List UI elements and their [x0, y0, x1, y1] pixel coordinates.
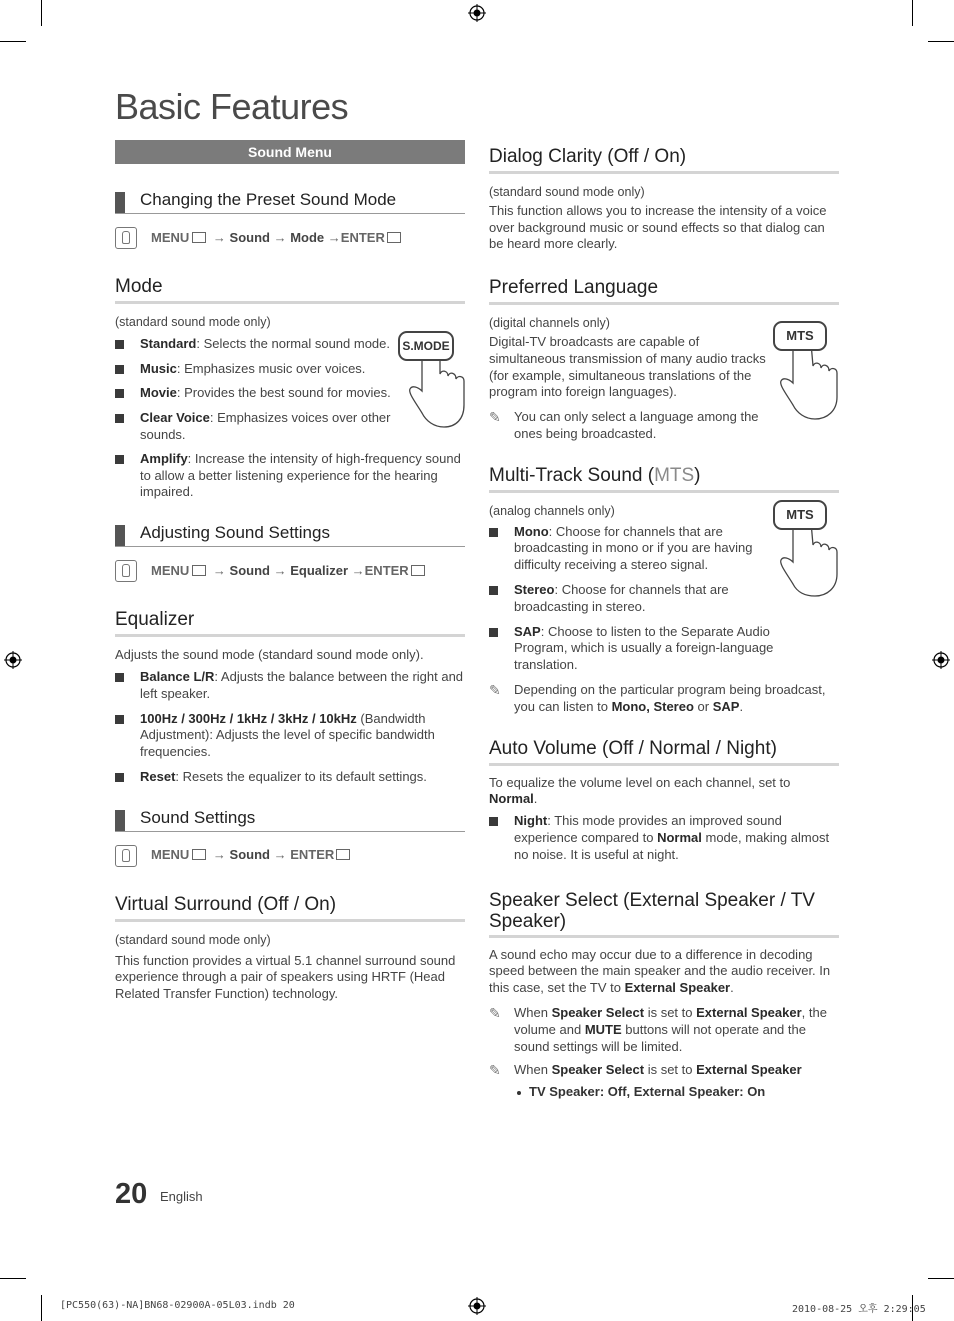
path-menu: MENU [151, 229, 190, 245]
list-item: Clear Voice: Emphasizes voices over other sounds. [115, 410, 392, 444]
menu-path-text [151, 563, 425, 580]
section-heading: Preferred Language [489, 277, 839, 305]
path-sound: Sound [229, 562, 270, 578]
section-body: Digital-TV broadcasts are capable of simultaneous transmission of many audio tracks (for example, simultaneous translations of the program into foreign languages). [489, 333, 766, 400]
list-item: Music: Emphasizes music over voices. [115, 361, 392, 378]
smode-button-label: S.MODE [398, 331, 454, 361]
equalizer-list [115, 669, 465, 786]
section-body: This function allows you to increase the intensity of a voice over background music or sound effects so that dialog can be heard more clearly. [489, 202, 827, 252]
list-item: Reset: Resets the equalizer to its default settings. [115, 769, 465, 786]
section-heading: Multi-Track Sound (MTS) [489, 465, 839, 493]
section-note: (analog channels only) [489, 503, 615, 518]
section-banner: Sound Menu [115, 140, 465, 164]
section-heading: Mode [115, 276, 465, 304]
subsection-heading [115, 523, 465, 547]
heading-bar [115, 525, 125, 546]
registration-mark-icon [932, 651, 950, 669]
section-note: (standard sound mode only) [115, 932, 271, 947]
section-heading: Dialog Clarity (Off / On) [489, 146, 839, 174]
path-arrow: → [212, 562, 226, 578]
page-number: 20 [115, 1178, 148, 1210]
section-intro: Adjusts the sound mode (standard sound mode only). [115, 647, 424, 663]
remote-icon [115, 560, 137, 582]
list-item: SAP: Choose to listen to the Separate Audio Program, which is usually a foreign-language translation. [489, 624, 814, 674]
left-column [115, 140, 465, 1003]
menu-path [115, 845, 465, 867]
right-column [489, 140, 839, 1101]
crop-mark [0, 1278, 26, 1279]
path-sound: Sound [229, 847, 270, 863]
print-slug: [PC550(63)-NA]BN68-02900A-05L03.indb 20 [60, 1300, 295, 1311]
mts-button-illustration [773, 500, 843, 598]
memo-note: ✎ You can only select a language among the ones being broadcasted. [489, 409, 759, 441]
sub-bullet: TV Speaker: Off, External Speaker: On [489, 1084, 839, 1101]
crop-mark [41, 0, 42, 26]
section-body: This function provides a virtual 5.1 channel surround sound experience through a pair of speakers using HRTF (Head Related Transfer Function) technology. [115, 952, 456, 1002]
path-item: Mode [290, 229, 325, 245]
memo-pencil-icon: ✎ [489, 1004, 501, 1021]
path-menu: MENU [151, 847, 190, 863]
memo-pencil-icon: ✎ [489, 1062, 501, 1079]
list-item: Mono: Choose for channels that are broadcasting in mono or if you are having difficulty receiving a stereo signal. [489, 524, 754, 574]
remote-icon [115, 845, 137, 867]
subsection-heading-text: Sound Settings [140, 807, 256, 827]
subsection-heading [115, 190, 465, 214]
list-item: Stereo: Choose for channels that are broadcasting in stereo. [489, 582, 754, 616]
mts-button-label: MTS [773, 500, 827, 530]
list-item: Movie: Provides the best sound for movies. [115, 385, 392, 402]
path-enter: ENTER [340, 229, 385, 245]
path-arrow: → [351, 562, 365, 578]
path-sound: Sound [229, 229, 270, 245]
menu-icon [192, 565, 206, 576]
list-item: Amplify: Increase the intensity of high-frequency sound to allow a better listening experience for the hearing impaired. [115, 451, 345, 501]
menu-path-text [151, 847, 350, 864]
menu-path [115, 560, 465, 582]
mts-button-label: MTS [773, 321, 827, 351]
path-enter: ENTER [364, 562, 409, 578]
path-arrow: → [273, 562, 287, 578]
path-enter: ENTER [290, 847, 335, 863]
path-arrow: → [212, 229, 226, 245]
section-note: (digital channels only) [489, 316, 610, 331]
menu-path [115, 227, 465, 249]
memo-note: ✎ When Speaker Select is set to External Speaker, the volume and MUTE buttons will not operate and the sound settings will be limited. [489, 1004, 827, 1054]
enter-icon [336, 849, 350, 860]
registration-mark-icon [468, 4, 486, 22]
section-heading: Auto Volume (Off / Normal / Night) [489, 738, 839, 766]
path-arrow: → [273, 229, 287, 245]
path-arrow: → [327, 229, 341, 245]
memo-pencil-icon: ✎ [489, 681, 501, 698]
path-menu: MENU [151, 562, 190, 578]
page-language: English [160, 1189, 203, 1204]
memo-pencil-icon: ✎ [489, 409, 501, 426]
print-timestamp: 2010-08-25 오후 2:29:05 [792, 1304, 926, 1315]
heading-bar [115, 192, 125, 213]
section-heading: Equalizer [115, 609, 465, 637]
memo-note: ✎ When Speaker Select is set to External Speaker [489, 1062, 802, 1079]
menu-path-text [151, 230, 401, 247]
section-note: (standard sound mode only) [115, 315, 271, 329]
remote-icon [115, 227, 137, 249]
memo-note: ✎ Depending on the particular program being broadcast, you can listen to Mono, Stereo or SAP. [489, 681, 826, 714]
path-arrow: → [273, 847, 287, 863]
heading-bar [115, 810, 125, 831]
crop-mark [0, 41, 26, 42]
subsection-heading-text: Adjusting Sound Settings [140, 523, 330, 543]
enter-icon [387, 232, 401, 243]
crop-mark [928, 41, 954, 42]
list-item: Night: This mode provides an improved sound experience compared to Normal mode, making almost no noise. It is useful at night. [489, 813, 839, 863]
path-arrow: → [212, 847, 226, 863]
subsection-heading-text: Changing the Preset Sound Mode [140, 190, 397, 209]
section-intro: To equalize the volume level on each channel, set to Normal. [489, 774, 791, 807]
menu-icon [192, 849, 206, 860]
subsection-heading [115, 808, 465, 832]
section-body: A sound echo may occur due to a difference in decoding speed between the main speaker and the audio receiver. In this case, set the TV to External Speaker. [489, 946, 831, 996]
smode-button-illustration [398, 331, 468, 431]
list-item: 100Hz / 300Hz / 1kHz / 3kHz / 10kHz (Bandwidth Adjustment): Adjusts the level of specific bandwidth frequencies. [115, 711, 465, 761]
page-title: Basic Features [115, 86, 349, 127]
section-heading: Speaker Select (External Speaker / TV Speaker) [489, 890, 839, 938]
crop-mark [41, 1295, 42, 1321]
enter-icon [411, 565, 425, 576]
mts-button-illustration [773, 321, 843, 421]
crop-mark [912, 0, 913, 26]
crop-mark [928, 1278, 954, 1279]
list-item: Balance L/R: Adjusts the balance between the right and left speaker. [115, 669, 465, 703]
path-item: Equalizer [290, 562, 349, 578]
registration-mark-icon [4, 651, 22, 669]
section-heading: Virtual Surround (Off / On) [115, 894, 465, 922]
section-note: (standard sound mode only) [489, 185, 645, 199]
list-item: Standard: Selects the normal sound mode. [115, 336, 392, 353]
menu-icon [192, 232, 206, 243]
registration-mark-icon [468, 1297, 486, 1315]
